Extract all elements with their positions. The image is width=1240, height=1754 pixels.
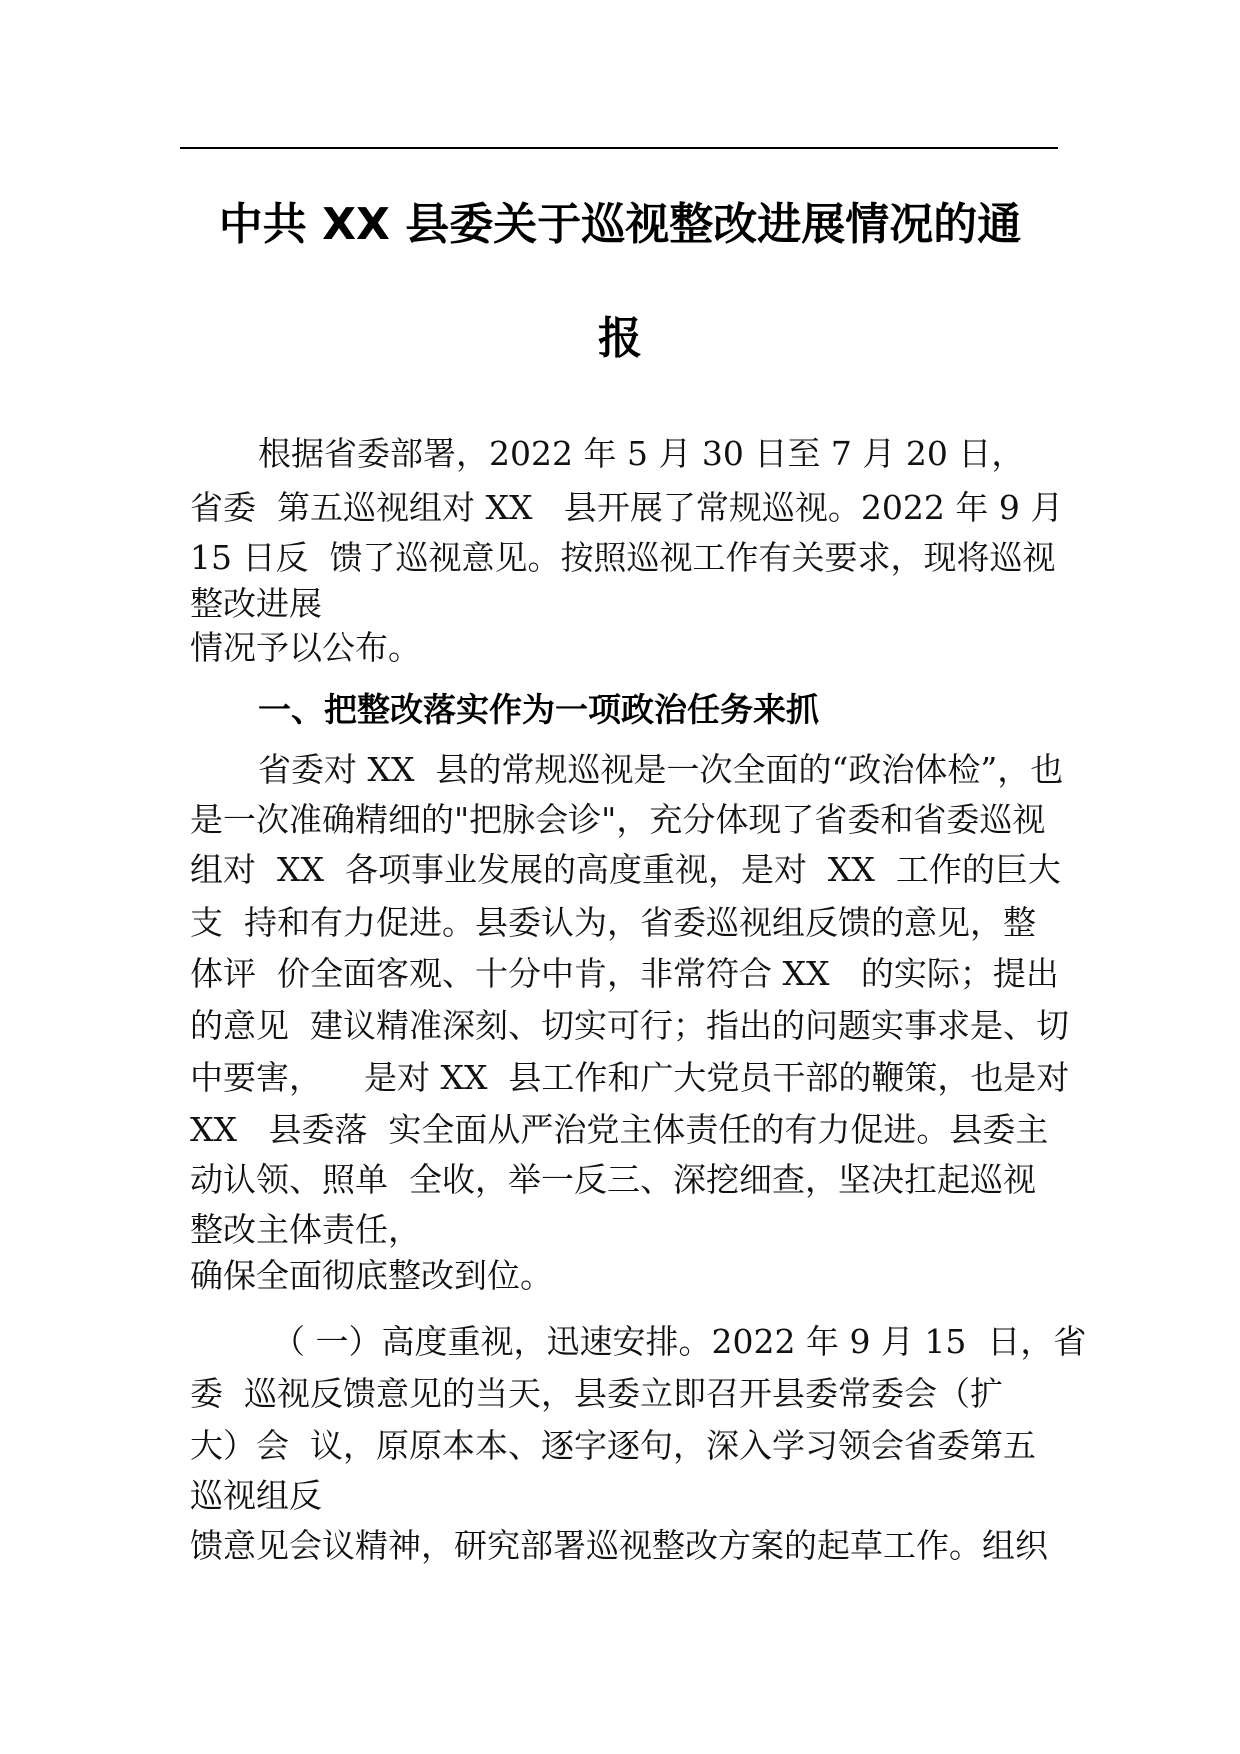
paragraph-line: 体评 价全面客观、十分中肯，非常符合 XX 的实际；提出: [190, 954, 1059, 993]
paragraph-line: 是一次准确精细的"把脉会诊"，充分体现了省委和省委巡视: [190, 800, 1046, 839]
paragraph-line: 支 持和有力促进。县委认为，省委巡视组反馈的意见，整: [190, 903, 1036, 942]
subsection-line: （ 一）高度重视，迅速安排。2022 年 9 月 15 日，省: [272, 1322, 1087, 1361]
document-title-line2: 报: [598, 313, 642, 364]
subsection-line: 馈意见会议精神，研究部署巡视整改方案的起草工作。组织: [190, 1526, 1048, 1565]
document-title-line1: 中共 XX 县委关于巡视整改进展情况的通: [218, 199, 1022, 250]
subsection-line: 巡视组反: [190, 1476, 322, 1515]
intro-line: 整改进展: [190, 584, 322, 623]
paragraph-line: 整改主体责任，: [190, 1210, 421, 1249]
paragraph-line: 确保全面彻底整改到位。: [190, 1256, 553, 1295]
paragraph-line: 组对 XX 各项事业发展的高度重视，是对 XX 工作的巨大: [190, 850, 1061, 889]
paragraph-line: 的意见 建议精准深刻、切实可行；指出的问题实事求是、切: [190, 1006, 1069, 1045]
intro-line: 15 日反 馈了巡视意见。按照巡视工作有关要求，现将巡视: [190, 538, 1056, 577]
paragraph-line: XX 县委落 实全面从严治党主体责任的有力促进。县委主: [190, 1110, 1049, 1149]
subsection-line: 大）会 议，原原本本、逐字逐句，深入学习领会省委第五: [190, 1426, 1036, 1465]
intro-line: 省委 第五巡视组对 XX 县开展了常规巡视。2022 年 9 月: [190, 488, 1064, 527]
subsection-line: 委 巡视反馈意见的当天，县委立即召开县委常委会（扩: [190, 1374, 1003, 1413]
section-heading: 一、把整改落实作为一项政治任务来抓: [258, 690, 819, 729]
header-rule: [180, 147, 1058, 149]
intro-line: 情况予以公布。: [190, 628, 421, 667]
paragraph-line: 省委对 XX 县的常规巡视是一次全面的“政治体检”，也: [258, 750, 1064, 789]
intro-line: 根据省委部署，2022 年 5 月 30 日至 7 月 20 日，: [258, 434, 1025, 473]
paragraph-line: 中要害， 是对 XX 县工作和广大党员干部的鞭策，也是对: [190, 1058, 1070, 1097]
paragraph-line: 动认领、照单 全收，举一反三、深挖细查，坚决扛起巡视: [190, 1160, 1036, 1199]
